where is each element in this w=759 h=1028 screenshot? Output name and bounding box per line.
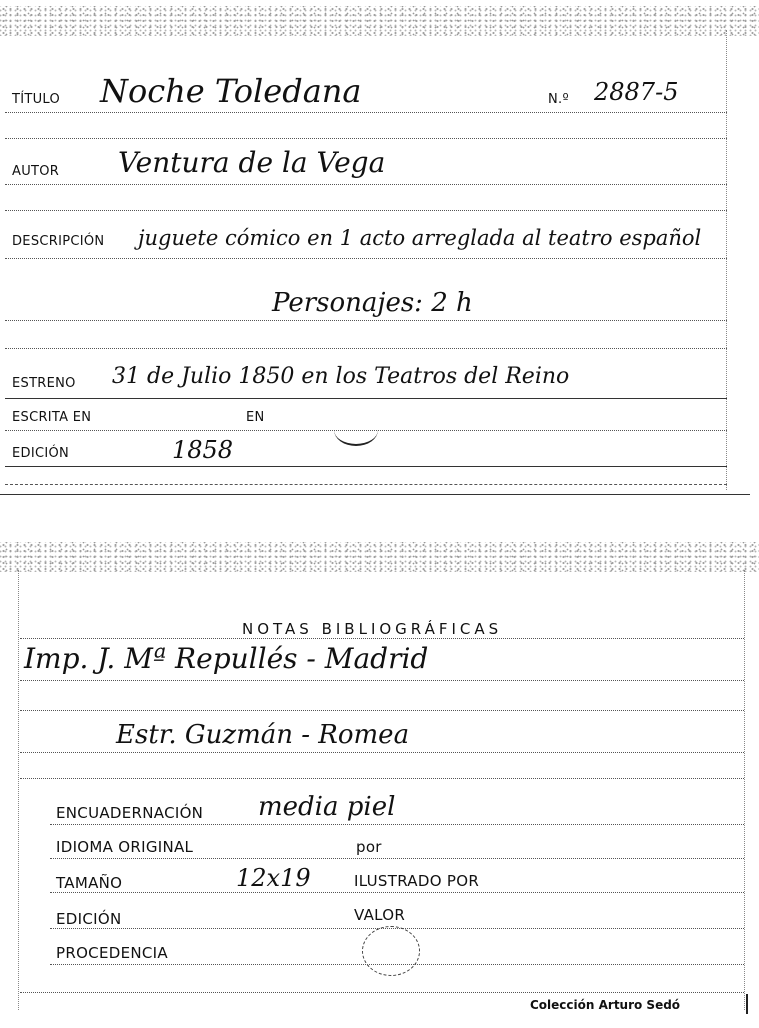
autor-label: AUTOR (12, 164, 60, 179)
tamano-value: 12x19 (236, 864, 311, 892)
ilustrado-label: ILUSTRADO POR (354, 872, 480, 890)
card-front (0, 0, 759, 500)
edicion-label: EDICIÓN (12, 446, 70, 461)
rule (50, 892, 744, 893)
card-left-edge (18, 570, 19, 1010)
rule (5, 138, 727, 139)
rule (5, 398, 727, 399)
stamp-circle (362, 926, 420, 976)
numero-value: 2887-5 (594, 78, 679, 106)
en-label: EN (246, 410, 265, 425)
personajes-value: Personajes: 2 h (272, 288, 473, 318)
torn-edge-texture (0, 542, 759, 572)
notas-title: NOTAS BIBLIOGRÁFICAS (242, 620, 503, 638)
estreno-label: ESTRENO (12, 376, 76, 391)
collection-footer: Colección Arturo Sedó (530, 998, 681, 1012)
nota-line-1: Imp. J. Mª Repullés - Madrid (24, 642, 429, 675)
rule (20, 638, 744, 639)
idioma-label: IDIOMA ORIGINAL (56, 838, 194, 856)
rule (5, 320, 727, 321)
tamano-label: TAMAÑO (56, 874, 123, 892)
rule (20, 680, 744, 681)
encuadernacion-label: ENCUADERNACIÓN (56, 804, 204, 822)
encuadernacion-value: media piel (258, 792, 396, 822)
rule (20, 992, 744, 993)
escrita-en-label: ESCRITA EN (12, 410, 92, 425)
rule (5, 348, 727, 349)
torn-edge-texture (0, 6, 759, 36)
card-back (0, 540, 759, 1028)
rule (20, 710, 744, 711)
autor-value: Ventura de la Vega (118, 146, 386, 179)
procedencia-label: PROCEDENCIA (56, 944, 168, 962)
por-label: por (356, 838, 382, 856)
rule (5, 258, 727, 259)
rule (50, 858, 744, 859)
rule (50, 964, 744, 965)
rule (5, 210, 727, 211)
titulo-value: Noche Toledana (100, 72, 362, 110)
numero-label: N.º (548, 92, 569, 107)
titulo-label: TÍTULO (12, 92, 61, 107)
estreno-value: 31 de Julio 1850 en los Teatros del Reino (112, 364, 570, 389)
rule (5, 466, 727, 467)
stamp-arc (334, 414, 378, 446)
footer-tick (746, 994, 748, 1014)
rule (20, 778, 744, 779)
descripcion-value: juguete cómico en 1 acto arreglada al teatro español (138, 226, 702, 250)
card-right-edge (726, 30, 727, 490)
rule (5, 112, 727, 113)
valor-label: VALOR (354, 906, 406, 924)
card-right-edge (744, 570, 745, 1010)
nota-line-2: Estr. Guzmán - Romea (116, 720, 410, 750)
rule (50, 824, 744, 825)
rule (20, 752, 744, 753)
edicion-value: 1858 (172, 436, 234, 464)
descripcion-label: DESCRIPCIÓN (12, 234, 105, 249)
edicion-label: EDICIÓN (56, 910, 122, 928)
rule (5, 484, 727, 485)
card-bottom-edge (0, 494, 750, 495)
rule (5, 184, 727, 185)
